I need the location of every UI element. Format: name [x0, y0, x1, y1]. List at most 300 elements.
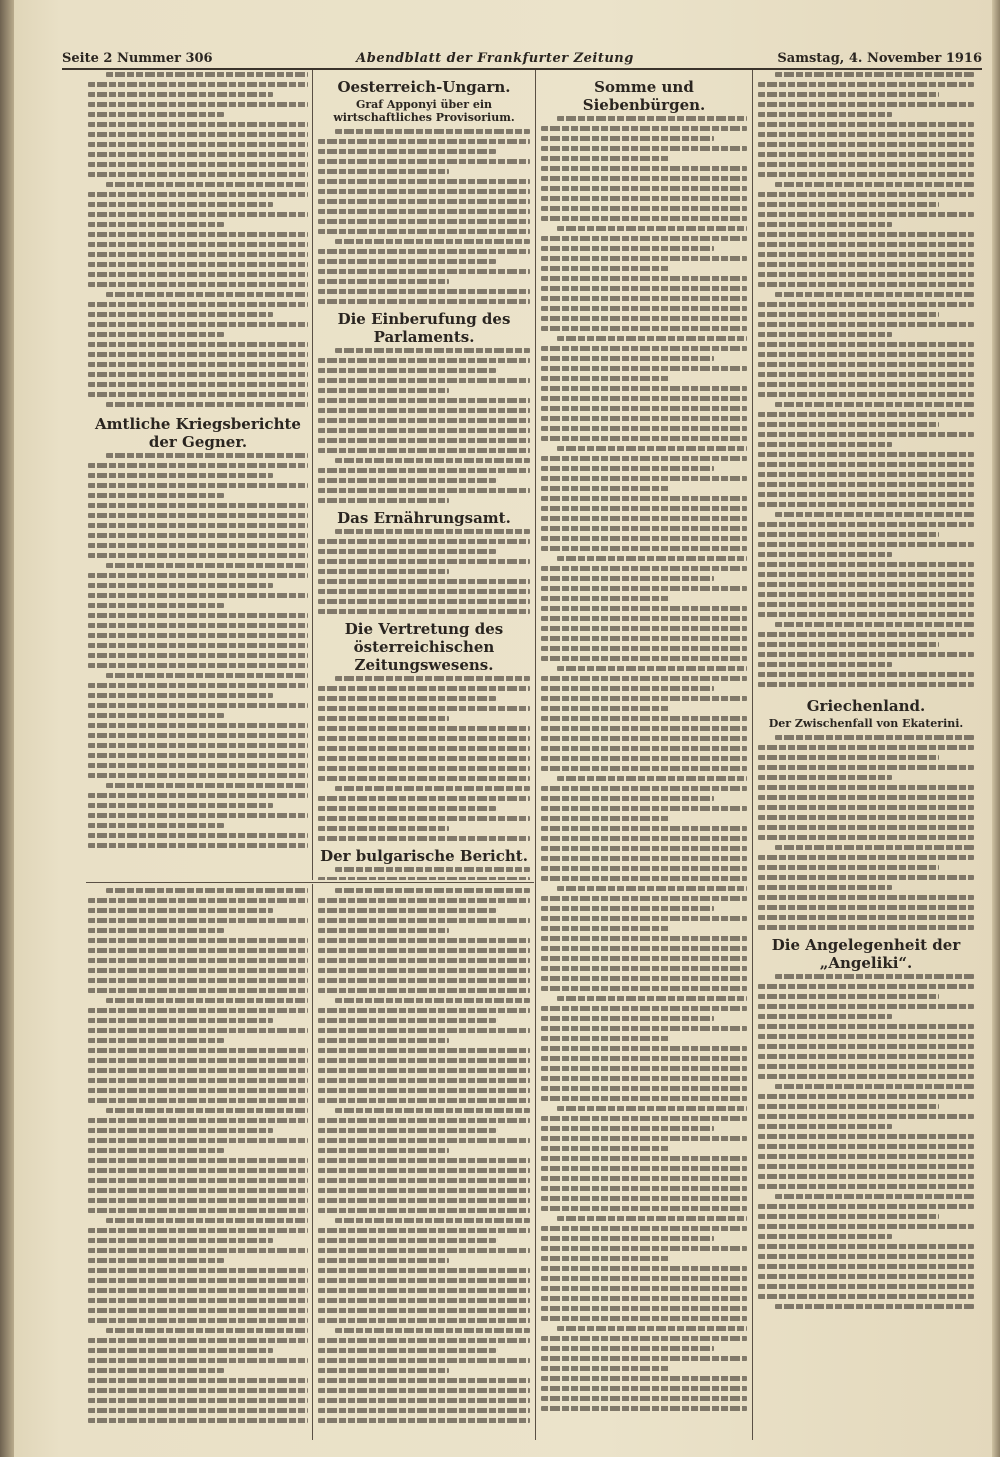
text-line [88, 753, 308, 758]
text-line [318, 559, 530, 564]
text-line [318, 1318, 530, 1323]
text-line [335, 867, 530, 872]
text-line [88, 958, 308, 963]
text-line [88, 823, 224, 828]
text-line [318, 1258, 449, 1263]
text-line [541, 266, 669, 271]
text-line [541, 416, 747, 421]
text-line [541, 1386, 747, 1391]
text-line [775, 182, 974, 187]
text-line [106, 673, 308, 678]
text-line [541, 516, 747, 521]
text-line [88, 272, 308, 277]
text-line [318, 149, 496, 154]
text-line [88, 1058, 308, 1063]
text-line [106, 453, 308, 458]
text-line [758, 672, 974, 677]
text-line [88, 803, 273, 808]
text-line [88, 543, 308, 548]
text-line [541, 466, 714, 471]
text-line [758, 1254, 974, 1259]
text-line [88, 1258, 224, 1263]
text-line [88, 938, 308, 943]
text-line [541, 1136, 747, 1141]
text-line [541, 366, 747, 371]
text-line [318, 269, 530, 274]
text-line [318, 1288, 530, 1293]
text-line [758, 472, 974, 477]
text-line [541, 856, 747, 861]
text-line [758, 82, 974, 87]
text-line [88, 1388, 308, 1393]
text-line [318, 488, 530, 493]
text-line [88, 1318, 308, 1323]
text-line [318, 1238, 496, 1243]
article-heading: Griechenland. [806, 697, 926, 715]
text-line [541, 1366, 669, 1371]
text-line [88, 1268, 308, 1273]
text-line [758, 885, 892, 890]
text-line [88, 553, 308, 558]
text-line [541, 1186, 747, 1191]
text-line [88, 1338, 308, 1343]
text-line [88, 312, 273, 317]
text-line [758, 252, 974, 257]
article-text [318, 888, 530, 1423]
text-line [88, 1028, 308, 1033]
text-line [758, 572, 974, 577]
text-line [88, 613, 308, 618]
text-line [775, 292, 974, 297]
text-line [88, 1228, 308, 1233]
text-line [88, 713, 224, 718]
text-line [557, 336, 747, 341]
text-line [541, 146, 747, 151]
text-line [88, 142, 308, 147]
text-line [758, 1144, 974, 1149]
text-line [88, 633, 308, 638]
text-line [318, 498, 449, 503]
article-heading: Die Vertretung des österreichischen Zeitungswesens. [344, 620, 504, 674]
text-line [758, 905, 974, 910]
text-line [557, 1106, 747, 1111]
text-line [88, 222, 224, 227]
text-line [88, 352, 308, 357]
text-line [318, 908, 496, 913]
text-line [88, 583, 273, 588]
article-heading: Oesterreich-Ungarn. [337, 78, 511, 96]
text-line [335, 239, 530, 244]
text-line [557, 446, 747, 451]
column-rule [312, 884, 313, 1440]
feuilleton-rule [86, 882, 534, 883]
text-line [541, 136, 714, 141]
text-line [758, 1204, 974, 1209]
text-line [541, 596, 669, 601]
text-line [541, 236, 747, 241]
text-line [541, 1206, 747, 1211]
text-line [758, 1034, 974, 1039]
article-heading: Die Angelegenheit der „Angeliki“. [771, 936, 961, 972]
text-line [318, 1068, 530, 1073]
text-line [88, 1088, 308, 1093]
article-heading: Amtliche Kriegsberichte der Gegner. [95, 415, 301, 451]
text-line [541, 206, 747, 211]
text-line [541, 1246, 747, 1251]
text-line [758, 462, 974, 467]
text-line [318, 1048, 530, 1053]
text-line [758, 202, 939, 207]
text-line [758, 162, 974, 167]
text-line [88, 262, 308, 267]
text-line [88, 1098, 308, 1103]
text-line [541, 1176, 747, 1181]
text-line [758, 212, 974, 217]
text-line [758, 1054, 974, 1059]
text-line [88, 302, 308, 307]
text-line [318, 159, 530, 164]
article-text [88, 72, 308, 407]
text-line [557, 556, 747, 561]
column-2 [318, 72, 530, 880]
text-line [88, 232, 308, 237]
article-subheading: Der Zwischenfall von Ekaterini. [768, 717, 964, 730]
text-line [318, 1138, 530, 1143]
text-line [758, 765, 974, 770]
text-line [541, 166, 747, 171]
text-line [758, 452, 974, 457]
text-line [758, 1004, 974, 1009]
text-line [318, 1268, 530, 1273]
text-line [335, 998, 530, 1003]
text-line [88, 593, 308, 598]
text-line [758, 322, 974, 327]
text-line [541, 506, 747, 511]
text-line [88, 132, 308, 137]
text-line [758, 1074, 974, 1079]
text-line [775, 72, 974, 77]
text-line [88, 212, 308, 217]
text-line [318, 378, 530, 383]
article-text [318, 867, 530, 880]
text-line [541, 486, 669, 491]
text-line [775, 974, 974, 979]
text-line [541, 1306, 747, 1311]
text-line [758, 775, 892, 780]
text-line [758, 1014, 892, 1019]
article-text [758, 974, 974, 1309]
article-text [758, 72, 974, 687]
text-line [318, 368, 496, 373]
text-line [758, 122, 974, 127]
text-line [335, 129, 530, 134]
text-line [758, 1174, 974, 1179]
text-line [541, 1076, 747, 1081]
text-line [88, 733, 308, 738]
text-line [541, 196, 747, 201]
text-line [758, 102, 974, 107]
text-line [106, 182, 308, 187]
text-line [541, 976, 747, 981]
text-line [318, 229, 530, 234]
text-line [758, 1264, 974, 1269]
text-line [318, 1408, 530, 1413]
text-line [88, 362, 308, 367]
text-line [758, 1104, 939, 1109]
text-line [88, 683, 308, 688]
text-line [88, 252, 308, 257]
text-line [758, 662, 892, 667]
text-line [758, 835, 974, 840]
text-line [106, 888, 308, 893]
text-line [318, 388, 449, 393]
text-line [541, 656, 747, 661]
text-line [318, 599, 530, 604]
text-line [318, 579, 530, 584]
text-line [758, 632, 974, 637]
text-line [88, 392, 308, 397]
text-line [541, 986, 747, 991]
article-heading: Somme und Siebenbürgen. [582, 78, 706, 114]
text-line [335, 458, 530, 463]
text-line [541, 726, 747, 731]
text-line [318, 478, 496, 483]
text-line [541, 1396, 747, 1401]
text-line [106, 998, 308, 1003]
text-line [557, 666, 747, 671]
text-line [88, 1178, 308, 1183]
text-line [318, 1118, 530, 1123]
text-line [318, 706, 530, 711]
text-line [88, 192, 308, 197]
text-line [541, 346, 747, 351]
text-line [557, 886, 747, 891]
text-line [88, 663, 308, 668]
text-line [88, 813, 308, 818]
text-line [541, 316, 747, 321]
text-line [318, 1008, 530, 1013]
text-line [318, 438, 530, 443]
text-line [335, 1328, 530, 1333]
text-line [318, 1148, 449, 1153]
text-line [541, 396, 747, 401]
article-text [541, 116, 747, 1411]
text-line [541, 756, 747, 761]
text-line [775, 1194, 974, 1199]
text-line [318, 428, 530, 433]
text-line [88, 948, 308, 953]
text-line [758, 1114, 974, 1119]
text-line [758, 1134, 974, 1139]
text-line [318, 1088, 530, 1093]
text-line [318, 1168, 530, 1173]
text-line [541, 1276, 747, 1281]
text-line [541, 286, 747, 291]
text-line [541, 1406, 747, 1411]
text-line [88, 1018, 273, 1023]
text-line [541, 386, 747, 391]
text-line [541, 626, 747, 631]
text-line [541, 816, 669, 821]
text-line [758, 994, 939, 999]
text-line [541, 1066, 747, 1071]
text-line [541, 1116, 747, 1121]
text-line [88, 793, 308, 798]
text-line [541, 1236, 714, 1241]
text-line [318, 279, 449, 284]
text-line [775, 402, 974, 407]
text-line [88, 833, 308, 838]
text-line [758, 642, 939, 647]
text-line [318, 398, 530, 403]
text-line [541, 1096, 747, 1101]
masthead [62, 40, 982, 70]
text-line [318, 686, 530, 691]
text-line [318, 816, 530, 821]
page-edge [992, 0, 1000, 1457]
text-line [88, 1278, 308, 1283]
text-line [318, 948, 530, 953]
text-line [541, 216, 747, 221]
text-line [758, 532, 939, 537]
text-line [758, 372, 974, 377]
text-line [758, 312, 939, 317]
text-line [318, 1378, 530, 1383]
text-line [758, 865, 939, 870]
text-line [541, 696, 747, 701]
text-line [541, 1056, 747, 1061]
text-line [88, 503, 308, 508]
text-line [318, 1248, 530, 1253]
text-line [88, 513, 308, 518]
text-line [88, 372, 308, 377]
text-line [541, 1346, 714, 1351]
text-line [758, 1234, 892, 1239]
text-line [106, 1328, 308, 1333]
text-line [541, 906, 714, 911]
article-text [88, 453, 308, 848]
text-line [758, 152, 974, 157]
masthead-date: Samstag, 4. November 1916 [777, 51, 982, 66]
text-line [88, 1238, 273, 1243]
text-line [758, 412, 974, 417]
text-line [106, 72, 308, 77]
text-line [88, 1188, 308, 1193]
text-line [318, 1058, 530, 1063]
text-line [88, 928, 224, 933]
text-line [318, 1018, 496, 1023]
text-line [541, 326, 747, 331]
text-line [88, 282, 308, 287]
text-line [758, 262, 974, 267]
text-line [88, 202, 273, 207]
text-line [88, 643, 308, 648]
text-line [541, 646, 747, 651]
text-line [541, 426, 747, 431]
text-line [106, 292, 308, 297]
text-line [88, 988, 308, 993]
text-line [758, 1064, 974, 1069]
text-line [758, 222, 892, 227]
text-line [541, 896, 747, 901]
text-line [758, 382, 974, 387]
text-line [335, 529, 530, 534]
text-line [758, 1024, 974, 1029]
text-line [88, 1368, 224, 1373]
text-line [318, 1358, 530, 1363]
text-line [318, 1338, 530, 1343]
text-line [88, 1048, 308, 1053]
text-line [88, 1168, 308, 1173]
text-line [541, 1226, 747, 1231]
text-line [758, 482, 974, 487]
text-line [318, 988, 530, 993]
text-line [541, 1316, 747, 1321]
text-line [758, 1294, 974, 1299]
text-line [758, 232, 974, 237]
text-line [541, 496, 747, 501]
column-rule [752, 70, 753, 1440]
text-line [318, 1208, 530, 1213]
text-line [88, 1408, 308, 1413]
text-line [541, 1336, 747, 1341]
text-line [758, 925, 974, 930]
text-line [88, 1118, 308, 1123]
text-line [318, 877, 530, 880]
text-line [318, 1158, 530, 1163]
text-line [88, 152, 308, 157]
text-line [88, 483, 308, 488]
text-line [758, 825, 974, 830]
text-line [541, 586, 747, 591]
text-line [541, 296, 747, 301]
text-line [318, 219, 530, 224]
text-line [88, 843, 308, 848]
text-line [88, 693, 273, 698]
text-line [88, 898, 308, 903]
text-line [335, 1108, 530, 1113]
text-line [541, 1016, 714, 1021]
text-line [758, 875, 974, 880]
text-line [318, 549, 496, 554]
text-line [541, 436, 747, 441]
text-line [758, 745, 974, 750]
text-line [88, 723, 308, 728]
text-line [758, 855, 974, 860]
text-line [88, 1358, 308, 1363]
text-line [318, 1098, 530, 1103]
text-line [758, 192, 974, 197]
text-line [758, 1184, 974, 1189]
text-line [88, 1288, 308, 1293]
text-line [541, 1046, 747, 1051]
text-line [541, 956, 747, 961]
text-line [335, 786, 530, 791]
text-line [318, 569, 449, 574]
text-line [318, 836, 530, 841]
article-subheading: Graf Apponyi über ein wirtschaftliches Provisorium. [333, 98, 515, 124]
text-line [541, 1146, 669, 1151]
text-line [318, 1278, 530, 1283]
text-line [541, 1356, 747, 1361]
column-3 [541, 72, 747, 1438]
text-line [541, 836, 747, 841]
text-line [318, 766, 530, 771]
text-line [318, 716, 449, 721]
text-line [541, 736, 747, 741]
text-line [541, 576, 714, 581]
text-line [318, 1348, 496, 1353]
